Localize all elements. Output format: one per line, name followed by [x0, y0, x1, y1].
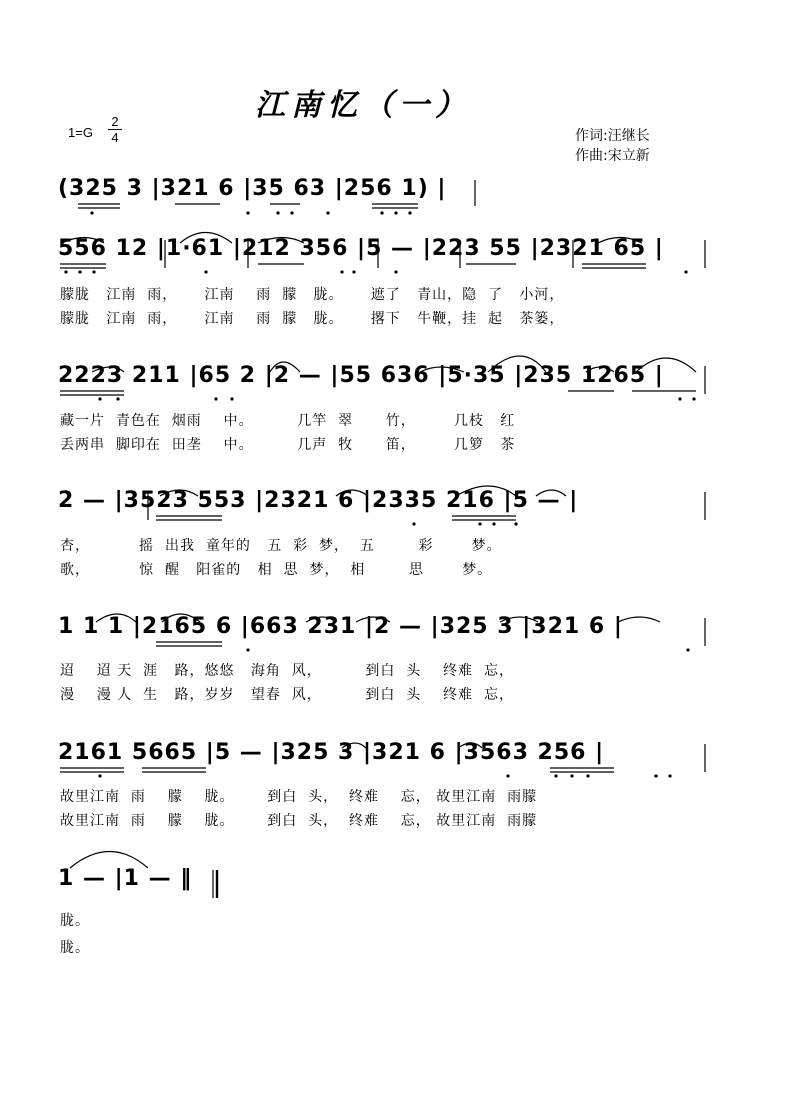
- lyricist-credit: 作词:汪继长: [575, 128, 650, 144]
- lyric-line-5-verse-1: 故里江南 雨 朦 胧。 到白 头， 终难 忘， 故里江南 雨朦: [60, 789, 538, 805]
- notes-line-6: 1 — |1 — ‖: [58, 866, 193, 891]
- lyric-line-2-verse-1: 藏一片 青色在 烟雨 中。 几竿 翠 竹， 几枝 红: [60, 413, 516, 429]
- lyric-line-5-verse-2: 故里江南 雨 朦 胧。 到白 头， 终难 忘， 故里江南 雨朦: [60, 813, 538, 829]
- lyric-line-1-verse-1: 朦胧 江南 雨， 江南 雨 朦 胧。 遮了 青山，隐 了 小河，: [60, 287, 565, 303]
- meter-bottom: 4: [111, 130, 119, 145]
- notes-line-3: 2 — |3523 553 |2321 6 |2335 216 |5 — |: [58, 488, 579, 513]
- lyric-line-6-verse-2: 胧。: [60, 940, 90, 956]
- lyric-line-1-verse-2: 朦胧 江南 雨， 江南 雨 朦 胧。 撂下 牛鞭，挂 起 茶篓，: [60, 311, 565, 327]
- lyric-line-3-verse-2: 歌， 惊 醒 阳雀的 相 思 梦， 相 思 梦。: [60, 562, 493, 578]
- lyric-line-4-verse-1: 迢 迢 天 涯 路，悠悠 海角 风， 到白 头 终难 忘，: [60, 663, 514, 679]
- lyric-line-6-verse-1: 胧。: [60, 913, 90, 929]
- lyric-line-2-verse-2: 丢两串 脚印在 田垄 中。 几声 牧 笛， 几箩 茶: [60, 437, 516, 453]
- lyric-line-4-verse-2: 漫 漫 人 生 路，岁岁 望春 风， 到白 头 终难 忘，: [60, 687, 514, 703]
- intro-notes: (325 3 |321 6 |35 63 |256 1) |: [58, 176, 447, 201]
- song-title: 江南忆（一）: [255, 88, 471, 123]
- key-signature: 1=G: [68, 125, 93, 140]
- meter-top: 2: [108, 114, 122, 130]
- composer-credit: 作曲:宋立新: [575, 148, 650, 164]
- notes-line-5: 2161 5665 |5 — |325 3 |321 6 |3563 256 |: [58, 740, 605, 765]
- notes-line-1: 556 12 |1·61 |212 356 |5 — |223 55 |2321 65 |: [58, 236, 664, 261]
- notes-line-4: 1 1 1 |2165 6 |663 231 |2 — |325 3 |321 6 |: [58, 614, 623, 639]
- time-signature: [108, 114, 122, 145]
- notes-line-2: 2223 211 |65 2 |2 — |55 636 |5·35 |235 1265 |: [58, 363, 664, 388]
- credits: [575, 126, 650, 166]
- lyric-line-3-verse-1: 杏， 摇 出我 童年的 五 彩 梦， 五 彩 梦。: [60, 538, 502, 554]
